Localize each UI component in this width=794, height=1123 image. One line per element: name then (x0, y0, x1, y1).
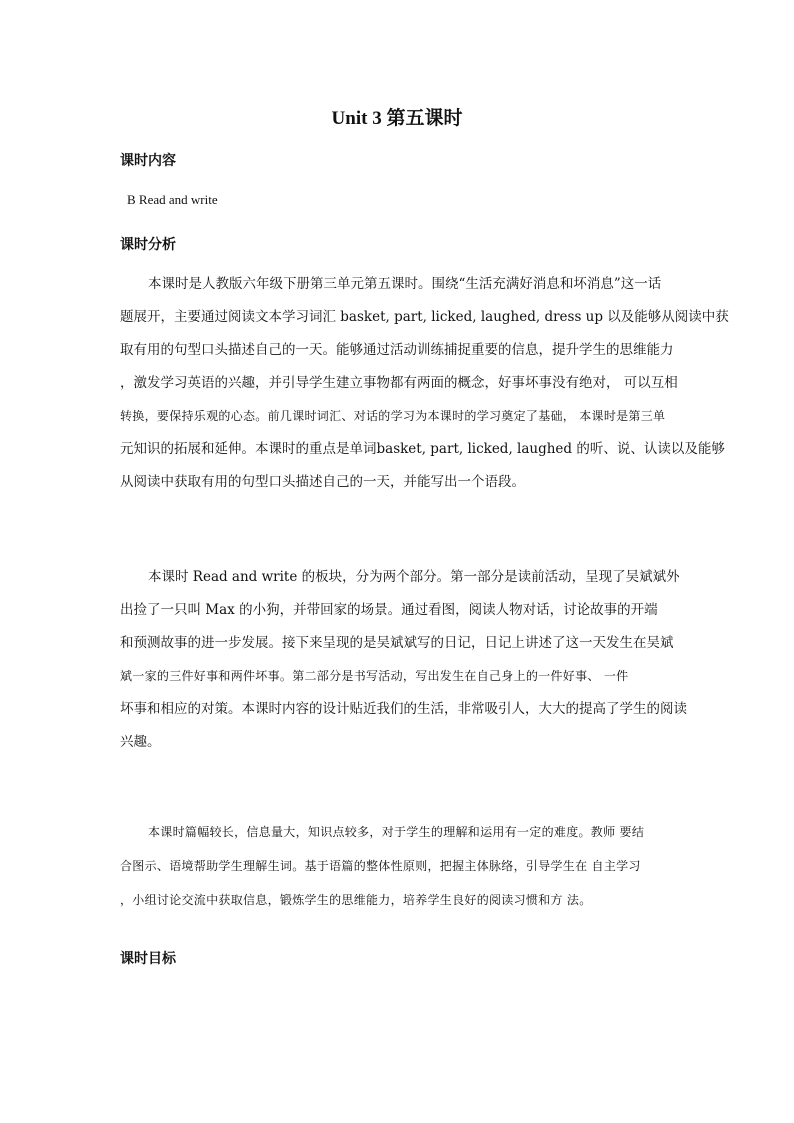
paragraph-line: ，激发学习英语的兴趣，并引导学生建立事物都有两面的概念，好事坏事没有绝对， 可以互相 (120, 375, 678, 391)
section-heading-analysis: 课时分析 (120, 237, 176, 253)
section-heading-content: 课时内容 (120, 153, 176, 169)
paragraph-line: 兴趣。 (120, 734, 161, 750)
paragraph-line: 从阅读中获取有用的句型口头描述自己的一天，并能写出一个语段。 (120, 474, 525, 490)
paragraph-line: 取有用的句型口头描述自己的一天。能够通过活动训练捕捉重要的信息，提升学生的思维能力 (120, 342, 674, 358)
paragraph-line: 本课时篇幅较长，信息量大，知识点较多，对于学生的理解和运用有一定的难度。教师 要结 (148, 825, 645, 839)
document-title: Unit 3 第五课时 (331, 108, 463, 129)
analysis-paragraph-2 (120, 561, 687, 759)
paragraph-line: 本课时是人教版六年级下册第三单元第五课时。围绕“生活充满好消息和坏消息”这一话 (148, 276, 662, 292)
paragraph-line: 转换，要保持乐观的心态。前几课时词汇、对话的学习为本课时的学习奠定了基础， 本课时是第三单 (120, 409, 666, 423)
analysis-paragraph-1 (120, 268, 729, 499)
paragraph-line: 斌一家的三件好事和两件坏事。第二部分是书写活动，写出发生在自己身上的一件好事、 一件 (120, 669, 629, 683)
paragraph-line: 坏事和相应的对策。本课时内容的设计贴近我们的生活，非常吸引人，大大的提高了学生的阅读 (120, 701, 687, 717)
paragraph-line: 出捡了一只叫 Max 的小狗，并带回家的场景。通过看图，阅读人物对话，讨论故事的开端 (120, 602, 658, 618)
paragraph-line: 合图示、语境帮助学生理解生词。基于语篇的整体性原则，把握主体脉络，引导学生在 自主学习 (120, 859, 641, 873)
analysis-paragraph-3 (120, 815, 680, 917)
paragraph-line: 本课时 Read and write 的板块，分为两个部分。第一部分是读前活动，呈现了吴斌斌外 (148, 569, 680, 585)
content-text: B Read and write (127, 192, 218, 207)
paragraph-line: ，小组讨论交流中获取信息，锻炼学生的思维能力，培养学生良好的阅读习惯和方 法。 (120, 893, 592, 907)
paragraph-line: 题展开，主要通过阅读文本学习词汇 basket, part, licked, laughed, dress up 以及能够从阅读中获 (120, 309, 729, 325)
section-heading-goals: 课时目标 (120, 951, 176, 967)
paragraph-line: 元知识的拓展和延伸。本课时的重点是单词basket, part, licked, laughed 的听、说、认读以及能够 (120, 441, 725, 457)
paragraph-line: 和预测故事的进一步发展。接下来呈现的是吴斌斌写的日记，日记上讲述了这一天发生在吴斌 (120, 635, 674, 651)
